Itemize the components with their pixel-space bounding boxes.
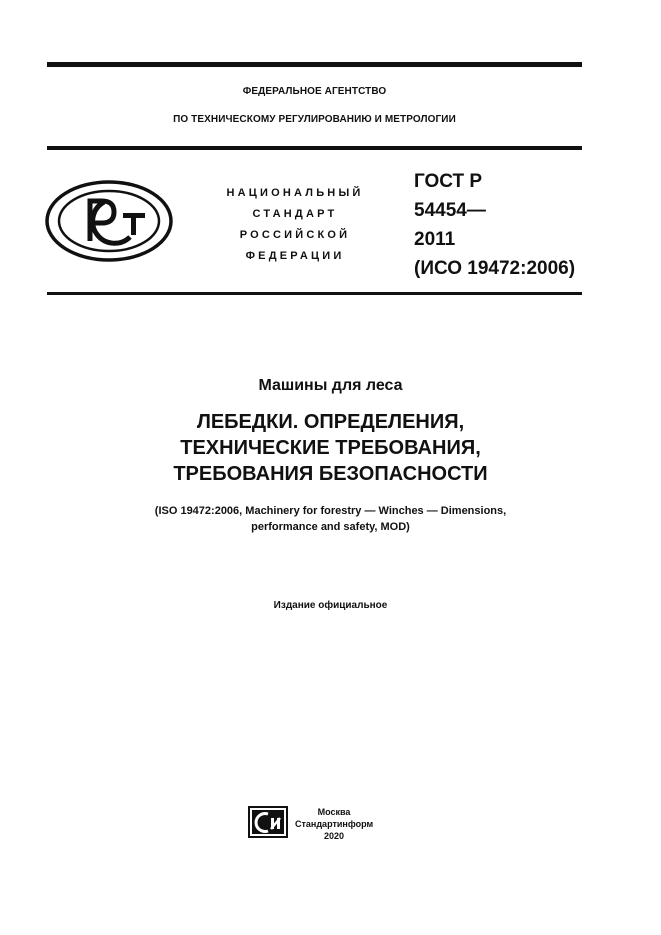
publication-year: 2020 <box>323 831 345 841</box>
national-line: РОССИЙСКОЙ <box>239 229 351 241</box>
document-title <box>0 409 661 487</box>
national-line: ФЕДЕРАЦИИ <box>245 250 345 262</box>
standard-block-bottom-rule <box>47 292 582 295</box>
publisher-city: Москва <box>317 807 351 817</box>
agency-name-line1: ФЕДЕРАЛЬНОЕ АГЕНТСТВО <box>242 86 387 97</box>
national-line: СТАНДАРТ <box>252 208 338 220</box>
designation-line: 2011 <box>414 229 456 250</box>
gost-r-certification-logo-icon <box>44 179 174 263</box>
iso-reference-line: performance and safety, MOD) <box>251 521 410 533</box>
top-rule <box>47 62 582 67</box>
title-line: ТЕХНИЧЕСКИЕ ТРЕБОВАНИЯ, <box>180 437 481 459</box>
iso-reference <box>0 503 661 535</box>
designation-line: ГОСТ Р <box>414 171 483 192</box>
standartinform-logo-icon <box>248 806 288 838</box>
document-category: Машины для леса <box>258 377 403 394</box>
title-line: ЛЕБЕДКИ. ОПРЕДЕЛЕНИЯ, <box>196 411 465 433</box>
national-standard-label <box>200 183 390 267</box>
header-bottom-rule <box>47 146 582 150</box>
designation-line: (ИСО 19472:2006) <box>414 258 576 279</box>
edition-label: Издание официальное <box>273 600 388 611</box>
agency-name-line2: ПО ТЕХНИЧЕСКОМУ РЕГУЛИРОВАНИЮ И МЕТРОЛОГИИ <box>173 114 456 125</box>
national-line: НАЦИОНАЛЬНЫЙ <box>226 187 364 199</box>
publisher-info <box>295 806 373 842</box>
title-line: ТРЕБОВАНИЯ БЕЗОПАСНОСТИ <box>173 463 488 485</box>
standard-designation <box>414 167 589 283</box>
publisher-name: Стандартинформ <box>295 819 374 829</box>
iso-reference-line: (ISO 19472:2006, Machinery for forestry — Winches — Dimensions, <box>154 505 507 517</box>
designation-line: 54454— <box>414 200 486 221</box>
